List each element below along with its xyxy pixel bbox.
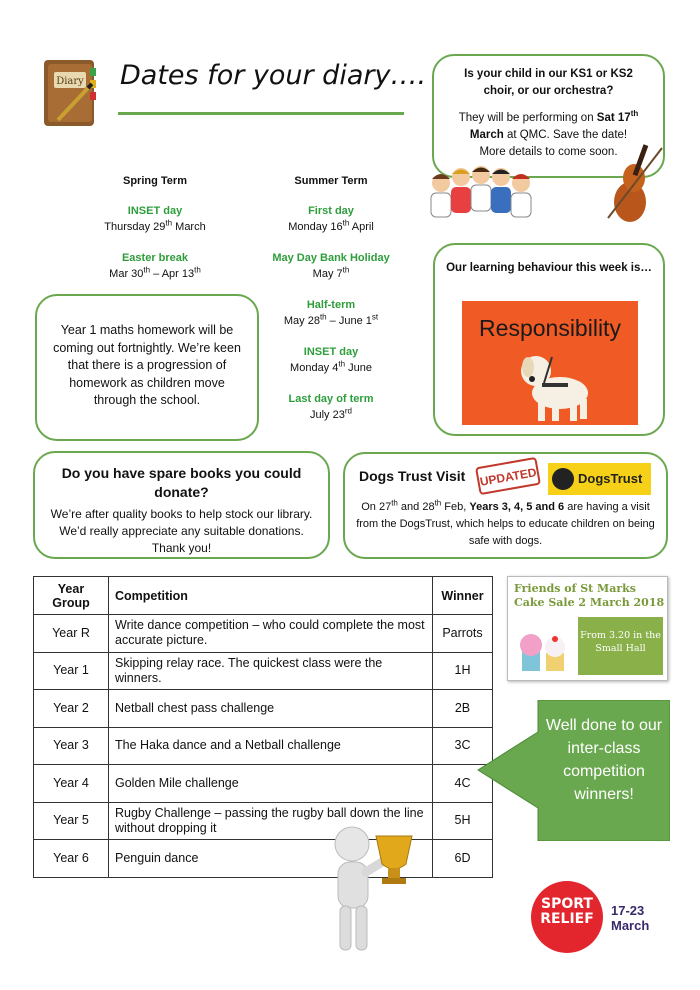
easter-break-label: Easter break <box>121 252 189 264</box>
cake-sale-title: Friends of St Marks Cake Sale 2 March 2018 <box>514 582 665 609</box>
well-done-message: Well done to our inter-class competition winners! <box>545 717 663 803</box>
half-term-label: Half-term <box>306 299 356 311</box>
trophy-figure-illustration <box>300 822 430 957</box>
easter-break-dates: Mar 30th – Apr 13th <box>109 265 201 280</box>
dogs-trust-text: On 27th and 28th Feb, Years 3, 4, 5 and 6 are having a visit from the DogsTrust, which helps to educate children on being safe with dogs. <box>356 498 655 547</box>
cupcake-icon <box>516 615 574 675</box>
summer-term-dates <box>246 173 416 438</box>
last-day-date: July 23rd <box>310 406 352 421</box>
may-day-label: May Day Bank Holiday <box>272 252 390 264</box>
title-underline <box>118 112 404 115</box>
responsibility-word: Responsibility <box>479 315 621 341</box>
book-donation-box <box>33 451 330 559</box>
maths-homework-notice: Year 1 maths homework will be coming out fortnightly. We’re keen that there is a progression of homework as children move through the school. <box>35 294 259 441</box>
table-row: Year 3 The Haka dance and a Netball challenge 3C <box>34 727 493 765</box>
may-day-date: May 7th <box>312 265 350 280</box>
first-day-label: First day <box>308 205 354 217</box>
learning-behaviour-title: Our learning behaviour this week is… <box>446 262 652 274</box>
table-header-row <box>34 577 493 615</box>
table-row: Year 5 Rugby Challenge – passing the rugby ball down the line without dropping it 5H <box>34 802 493 840</box>
cake-sale-time: From 3.20 in the Small Hall <box>578 617 663 675</box>
violin-icon <box>604 140 666 226</box>
spring-inset-label: INSET day <box>127 205 183 217</box>
table-row: Year 4 Golden Mile challenge 4C <box>34 765 493 803</box>
sport-relief-dates: 17-23 March <box>611 903 650 933</box>
dogs-trust-box <box>343 452 668 559</box>
choir-question: Is your child in our KS1 or KS2 choir, or our orchestra? <box>464 68 633 97</box>
header-winner: Winner <box>433 577 493 615</box>
donation-text: We’re after quality books to help stock our library. We’d really appreciate any suitable donations. Thank you! <box>50 507 313 555</box>
table-row: Year R Write dance competition – who could complete the most accurate picture. Parrots <box>34 615 493 653</box>
diary-label: Diary <box>56 76 84 87</box>
learning-behaviour-box <box>433 243 665 436</box>
header-competition: Competition <box>109 577 433 615</box>
half-term-dates: May 28th – June 1st <box>283 312 379 327</box>
diary-book-icon <box>40 58 100 130</box>
last-day-label: Last day of term <box>288 393 374 405</box>
sport-relief-wordmark: SPORT RELIEF <box>540 896 594 927</box>
spring-inset-date: Thursday 29th March <box>104 218 206 233</box>
choir-children-illustration <box>427 165 535 225</box>
dog-icon <box>514 345 594 423</box>
choir-performance: They will be performing on Sat 17th March at QMC. Save the date! More details to come soon. <box>458 109 639 158</box>
spring-term-heading: Spring Term <box>123 175 187 187</box>
first-day-date: Monday 16th April <box>288 218 374 233</box>
donation-title: Do you have spare books you could donate? <box>61 465 302 500</box>
dogs-trust-title: Dogs Trust Visit <box>359 468 466 484</box>
responsibility-image <box>462 301 638 425</box>
cake-sale-poster <box>507 576 668 681</box>
spring-term-dates <box>70 173 240 297</box>
dog-logo-icon <box>552 468 574 490</box>
summer-inset-date: Monday 4th June <box>290 359 372 374</box>
header-year-group: Year Group <box>34 577 109 615</box>
table-row: Year 6 Penguin dance 6D <box>34 840 493 878</box>
summer-term-heading: Summer Term <box>294 175 368 187</box>
summer-inset-label: INSET day <box>303 346 359 358</box>
page-title: Dates for your diary…. <box>120 60 427 91</box>
table-row: Year 1 Skipping relay race. The quickest class were the winners. 1H <box>34 652 493 690</box>
table-row: Year 2 Netball chest pass challenge 2B <box>34 690 493 728</box>
dogstrust-logo: DogsTrust <box>548 463 651 495</box>
updated-stamp: UPDATED <box>475 457 541 495</box>
